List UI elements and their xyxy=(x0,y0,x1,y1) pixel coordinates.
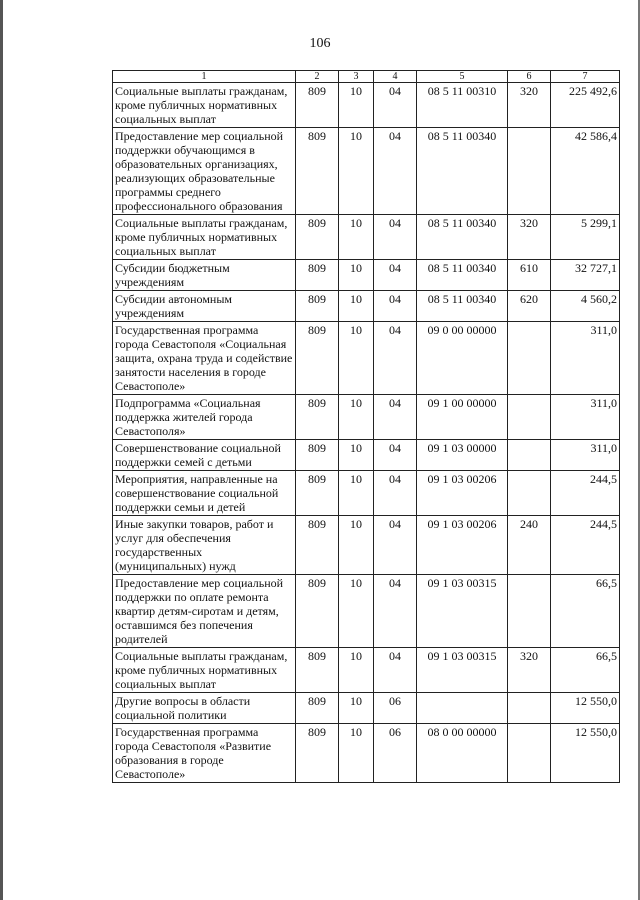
row-section-cell: 10 xyxy=(339,291,374,322)
table-row xyxy=(113,516,620,575)
row-subsection-cell: 04 xyxy=(374,575,417,648)
row-sum-cell: 311,0 xyxy=(551,395,620,440)
header-col-2: 2 xyxy=(296,71,339,83)
row-code-cell: 809 xyxy=(296,128,339,215)
header-col-3: 3 xyxy=(339,71,374,83)
row-vr-cell xyxy=(508,395,551,440)
row-sum-cell: 311,0 xyxy=(551,440,620,471)
row-subsection-cell: 04 xyxy=(374,395,417,440)
table-row xyxy=(113,291,620,322)
row-code-cell: 809 xyxy=(296,395,339,440)
table-row xyxy=(113,724,620,783)
row-vr-cell: 320 xyxy=(508,83,551,128)
row-code-cell: 809 xyxy=(296,83,339,128)
row-name-cell: Социальные выплаты гражданам, кроме публичных нормативных социальных выплат xyxy=(113,648,296,693)
row-code-cell: 809 xyxy=(296,575,339,648)
row-name-cell: Совершенствование социальной поддержки семей с детьми xyxy=(113,440,296,471)
row-sum-cell: 225 492,6 xyxy=(551,83,620,128)
row-section-cell: 10 xyxy=(339,128,374,215)
row-name-cell: Иные закупки товаров, работ и услуг для обеспечения государственных (муниципальных) нужд xyxy=(113,516,296,575)
row-vr-cell: 320 xyxy=(508,648,551,693)
row-code-cell: 809 xyxy=(296,516,339,575)
page-number: 106 xyxy=(309,36,331,51)
table-body xyxy=(113,83,620,783)
row-code-cell: 809 xyxy=(296,322,339,395)
row-section-cell: 10 xyxy=(339,693,374,724)
row-code-cell: 809 xyxy=(296,693,339,724)
row-csr-cell: 08 0 00 00000 xyxy=(417,724,508,783)
row-name-cell: Субсидии автономным учреждениям xyxy=(113,291,296,322)
row-section-cell: 10 xyxy=(339,322,374,395)
header-col-1: 1 xyxy=(113,71,296,83)
header-col-6: 6 xyxy=(508,71,551,83)
row-csr-cell: 09 1 03 00315 xyxy=(417,648,508,693)
row-subsection-cell: 06 xyxy=(374,693,417,724)
row-csr-cell: 08 5 11 00340 xyxy=(417,260,508,291)
row-sum-cell: 244,5 xyxy=(551,516,620,575)
row-code-cell: 809 xyxy=(296,471,339,516)
row-csr-cell: 09 0 00 00000 xyxy=(417,322,508,395)
row-subsection-cell: 04 xyxy=(374,648,417,693)
header-col-7: 7 xyxy=(551,71,620,83)
row-code-cell: 809 xyxy=(296,724,339,783)
table-row xyxy=(113,471,620,516)
row-vr-cell: 320 xyxy=(508,215,551,260)
row-code-cell: 809 xyxy=(296,648,339,693)
row-csr-cell: 09 1 03 00315 xyxy=(417,575,508,648)
row-section-cell: 10 xyxy=(339,215,374,260)
table-row xyxy=(113,83,620,128)
row-section-cell: 10 xyxy=(339,648,374,693)
table-row xyxy=(113,648,620,693)
row-name-cell: Государственная программа города Севастополя «Социальная защита, охрана труда и содействие занятости населения в городе Севастополе» xyxy=(113,322,296,395)
row-subsection-cell: 06 xyxy=(374,724,417,783)
row-csr-cell: 08 5 11 00340 xyxy=(417,128,508,215)
row-csr-cell: 08 5 11 00310 xyxy=(417,83,508,128)
header-col-5: 5 xyxy=(417,71,508,83)
row-vr-cell xyxy=(508,128,551,215)
row-subsection-cell: 04 xyxy=(374,260,417,291)
table-row xyxy=(113,395,620,440)
row-sum-cell: 244,5 xyxy=(551,471,620,516)
row-section-cell: 10 xyxy=(339,516,374,575)
row-sum-cell: 5 299,1 xyxy=(551,215,620,260)
row-subsection-cell: 04 xyxy=(374,128,417,215)
row-csr-cell xyxy=(417,693,508,724)
row-code-cell: 809 xyxy=(296,291,339,322)
row-section-cell: 10 xyxy=(339,440,374,471)
row-section-cell: 10 xyxy=(339,395,374,440)
row-name-cell: Государственная программа города Севастополя «Развитие образования в городе Севастополе» xyxy=(113,724,296,783)
row-subsection-cell: 04 xyxy=(374,215,417,260)
header-col-4: 4 xyxy=(374,71,417,83)
scan-edge-left xyxy=(0,0,3,900)
row-vr-cell: 610 xyxy=(508,260,551,291)
row-vr-cell: 240 xyxy=(508,516,551,575)
table-row xyxy=(113,440,620,471)
header-row xyxy=(113,71,620,83)
row-vr-cell xyxy=(508,724,551,783)
table-row xyxy=(113,322,620,395)
table-row xyxy=(113,260,620,291)
row-subsection-cell: 04 xyxy=(374,291,417,322)
row-csr-cell: 09 1 03 00206 xyxy=(417,471,508,516)
row-sum-cell: 12 550,0 xyxy=(551,724,620,783)
row-name-cell: Социальные выплаты гражданам, кроме публичных нормативных социальных выплат xyxy=(113,215,296,260)
row-vr-cell xyxy=(508,471,551,516)
row-subsection-cell: 04 xyxy=(374,471,417,516)
row-subsection-cell: 04 xyxy=(374,516,417,575)
row-vr-cell xyxy=(508,693,551,724)
row-csr-cell: 09 1 03 00000 xyxy=(417,440,508,471)
table-row xyxy=(113,693,620,724)
row-section-cell: 10 xyxy=(339,260,374,291)
row-sum-cell: 32 727,1 xyxy=(551,260,620,291)
row-name-cell: Социальные выплаты гражданам, кроме публичных нормативных социальных выплат xyxy=(113,83,296,128)
table-row xyxy=(113,575,620,648)
table-row xyxy=(113,128,620,215)
row-section-cell: 10 xyxy=(339,724,374,783)
row-section-cell: 10 xyxy=(339,575,374,648)
row-subsection-cell: 04 xyxy=(374,322,417,395)
row-sum-cell: 12 550,0 xyxy=(551,693,620,724)
table-row xyxy=(113,215,620,260)
row-section-cell: 10 xyxy=(339,471,374,516)
row-vr-cell xyxy=(508,440,551,471)
row-subsection-cell: 04 xyxy=(374,440,417,471)
row-section-cell: 10 xyxy=(339,83,374,128)
row-csr-cell: 09 1 03 00206 xyxy=(417,516,508,575)
row-sum-cell: 66,5 xyxy=(551,648,620,693)
row-sum-cell: 311,0 xyxy=(551,322,620,395)
row-sum-cell: 4 560,2 xyxy=(551,291,620,322)
row-sum-cell: 42 586,4 xyxy=(551,128,620,215)
row-subsection-cell: 04 xyxy=(374,83,417,128)
row-code-cell: 809 xyxy=(296,215,339,260)
row-name-cell: Мероприятия, направленные на совершенствование социальной поддержки семьи и детей xyxy=(113,471,296,516)
row-name-cell: Предоставление мер социальной поддержки обучающимся в образовательных организациях, реализующих образовательные программы среднего профессионального образования xyxy=(113,128,296,215)
row-name-cell: Другие вопросы в области социальной политики xyxy=(113,693,296,724)
row-code-cell: 809 xyxy=(296,440,339,471)
row-vr-cell xyxy=(508,322,551,395)
row-name-cell: Подпрограмма «Социальная поддержка жителей города Севастополя» xyxy=(113,395,296,440)
budget-table xyxy=(112,70,620,783)
row-csr-cell: 08 5 11 00340 xyxy=(417,215,508,260)
row-vr-cell: 620 xyxy=(508,291,551,322)
row-vr-cell xyxy=(508,575,551,648)
row-name-cell: Предоставление мер социальной поддержки по оплате ремонта квартир детям-сиротам и детям, оставшимся без попечения родителей xyxy=(113,575,296,648)
row-code-cell: 809 xyxy=(296,260,339,291)
row-csr-cell: 09 1 00 00000 xyxy=(417,395,508,440)
row-sum-cell: 66,5 xyxy=(551,575,620,648)
row-name-cell: Субсидии бюджетным учреждениям xyxy=(113,260,296,291)
row-csr-cell: 08 5 11 00340 xyxy=(417,291,508,322)
